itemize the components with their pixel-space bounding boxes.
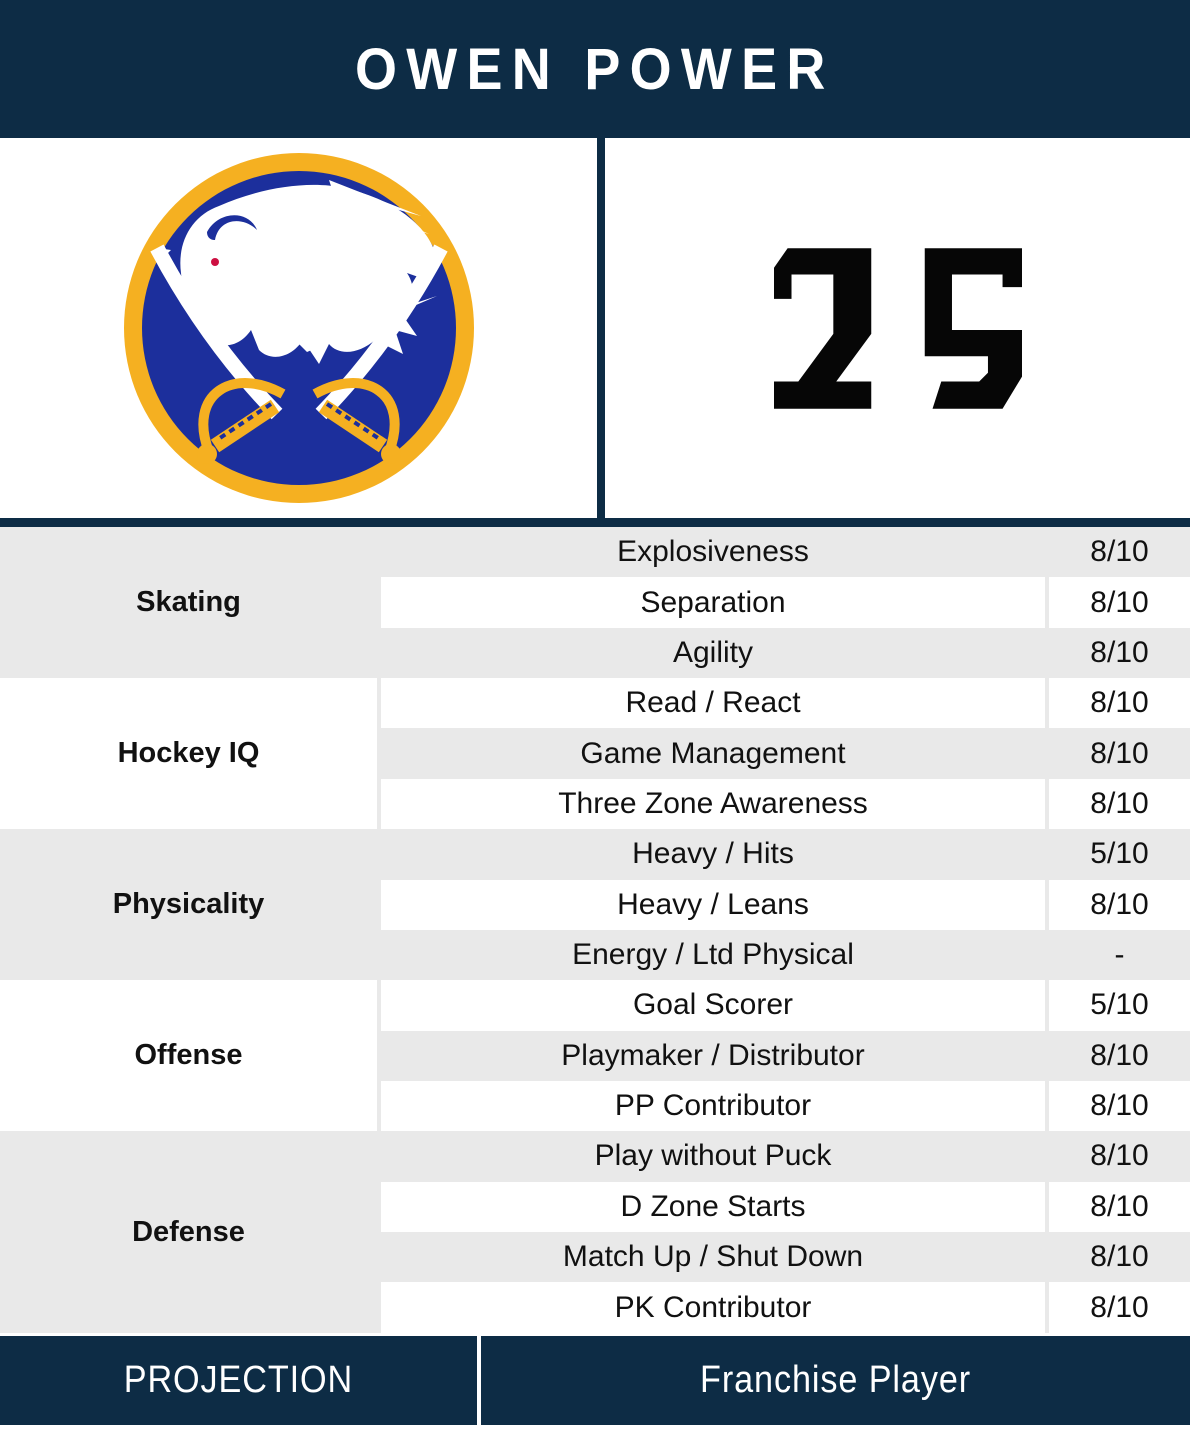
- rating-cell: 8/10: [1045, 577, 1190, 627]
- skill-cell: Playmaker / Distributor: [377, 1031, 1045, 1081]
- rating-cell: 8/10: [1045, 779, 1190, 829]
- projection-value: Franchise Player: [699, 1359, 972, 1401]
- category-cell: Hockey IQ: [0, 678, 377, 829]
- section-divider-bar: [0, 518, 1190, 527]
- skill-cell: PP Contributor: [377, 1081, 1045, 1131]
- skill-cell: Goal Scorer: [377, 980, 1045, 1030]
- rating-cell: 8/10: [1045, 527, 1190, 577]
- projection-footer: [0, 1336, 1190, 1425]
- rating-cell: 8/10: [1045, 1232, 1190, 1282]
- jersey-number-panel: [605, 138, 1190, 518]
- jersey-digit: [924, 248, 1021, 408]
- projection-label: PROJECTION: [123, 1359, 354, 1401]
- buffalo-sabres-logo-icon: [124, 153, 474, 503]
- skill-cell: Read / React: [377, 678, 1045, 728]
- rating-cell: -: [1045, 930, 1190, 980]
- skill-cell: Play without Puck: [377, 1131, 1045, 1181]
- category-cell: Physicality: [0, 829, 377, 980]
- jersey-number: [774, 248, 1022, 409]
- buffalo-eye-detail: [211, 258, 219, 266]
- projection-value-cell: [481, 1336, 1190, 1425]
- skill-cell: Explosiveness: [377, 527, 1045, 577]
- skill-cell: Separation: [377, 577, 1045, 627]
- skill-cell: Heavy / Leans: [377, 880, 1045, 930]
- rating-cell: 8/10: [1045, 1131, 1190, 1181]
- jersey-digit: [774, 248, 871, 408]
- header: [0, 0, 1190, 138]
- category-cell: Offense: [0, 980, 377, 1131]
- rating-cell: 8/10: [1045, 678, 1190, 728]
- skill-cell: Match Up / Shut Down: [377, 1232, 1045, 1282]
- rating-cell: 5/10: [1045, 980, 1190, 1030]
- skill-cell: Game Management: [377, 728, 1045, 778]
- projection-label-cell: [0, 1336, 477, 1425]
- skill-cell: Heavy / Hits: [377, 829, 1045, 879]
- bottom-margin: [0, 1425, 1190, 1430]
- team-logo-panel: [0, 138, 597, 518]
- category-cell: Defense: [0, 1131, 377, 1332]
- vertical-divider: [597, 138, 605, 518]
- skill-cell: PK Contributor: [377, 1282, 1045, 1332]
- rating-cell: 8/10: [1045, 1182, 1190, 1232]
- skill-cell: Energy / Ltd Physical: [377, 930, 1045, 980]
- rating-cell: 8/10: [1045, 1282, 1190, 1332]
- rating-cell: 5/10: [1045, 829, 1190, 879]
- player-name: OWEN POWER: [355, 36, 835, 102]
- rating-cell: 8/10: [1045, 880, 1190, 930]
- rating-cell: 8/10: [1045, 728, 1190, 778]
- ratings-table: [0, 527, 1190, 1333]
- skill-cell: Agility: [377, 628, 1045, 678]
- category-cell: Skating: [0, 527, 377, 678]
- rating-cell: 8/10: [1045, 628, 1190, 678]
- hero-section: [0, 138, 1190, 518]
- skill-cell: D Zone Starts: [377, 1182, 1045, 1232]
- rating-cell: 8/10: [1045, 1031, 1190, 1081]
- skill-cell: Three Zone Awareness: [377, 779, 1045, 829]
- rating-cell: 8/10: [1045, 1081, 1190, 1131]
